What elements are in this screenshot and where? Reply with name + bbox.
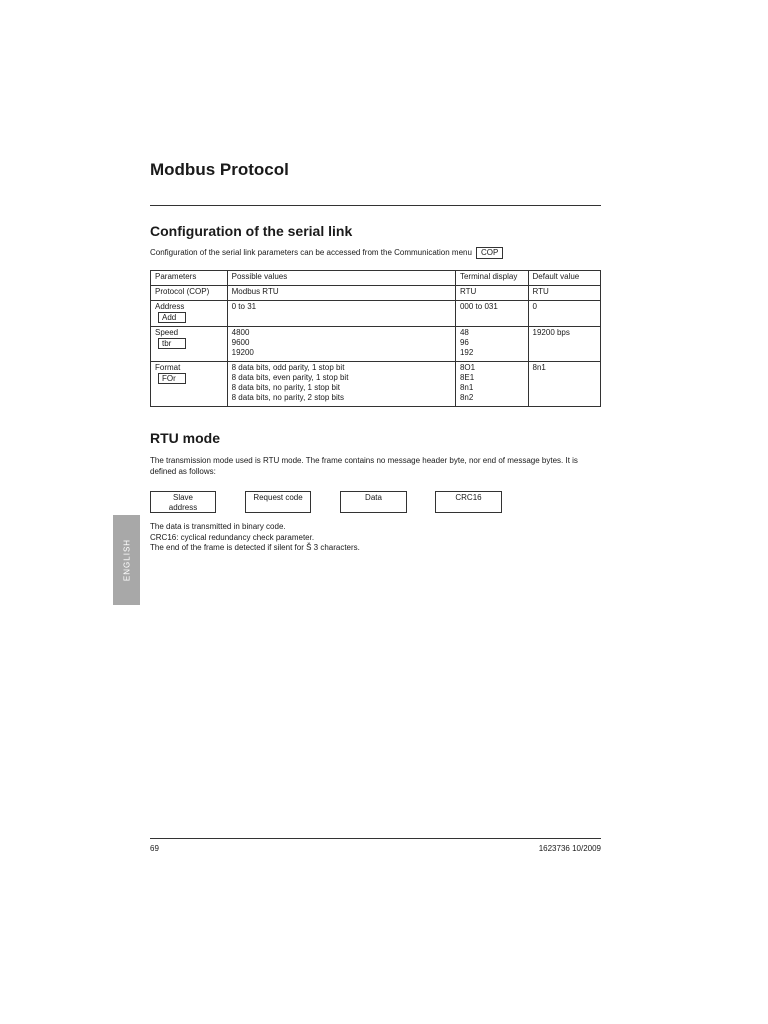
param-code-box: FOr (158, 373, 186, 384)
frame-crc16-box (435, 491, 502, 513)
row-speed-param (151, 327, 228, 362)
display-line: RTU (459, 287, 477, 296)
row-format-values (227, 362, 455, 407)
row-protocol-param (151, 286, 228, 301)
table-row (151, 301, 601, 327)
row-protocol-display (455, 286, 528, 301)
value-line: 8 data bits, no parity, 1 stop bit (231, 383, 340, 392)
header-terminal-display: Terminal display (455, 271, 528, 286)
display-line: 8n2 (459, 393, 474, 402)
page-number: 69 (150, 844, 159, 853)
note-line: CRC16: cyclical redundancy check parameter. (150, 532, 315, 542)
frame-label: Slave address (168, 493, 198, 512)
param-label: Address (155, 302, 185, 311)
value-line: 4800 (231, 328, 250, 337)
rtu-notes (150, 522, 360, 554)
value-line: Modbus RTU (231, 287, 279, 296)
display-line: 000 to 031 (459, 302, 498, 311)
frame-label: Data (365, 493, 382, 502)
header-possible-values: Possible values (227, 271, 455, 286)
top-divider (150, 205, 601, 206)
display-line: 192 (459, 348, 474, 357)
display-line: 96 (459, 338, 469, 347)
display-line: 8n1 (459, 383, 474, 392)
value-line: 8 data bits, odd parity, 1 stop bit (231, 363, 345, 372)
frame-label: CRC16 (455, 493, 482, 502)
value-line: 19200 (231, 348, 254, 357)
param-label: Protocol (COP) (155, 287, 210, 296)
document-reference: 1623736 10/2009 (538, 844, 601, 853)
table-row (151, 286, 601, 301)
table-header-row (151, 271, 601, 286)
value-line: 0 to 31 (231, 302, 257, 311)
display-line: 48 (459, 328, 469, 337)
frame-slave-address-box (150, 491, 216, 513)
row-protocol-default: RTU (528, 286, 600, 301)
param-code-box: Add (158, 312, 186, 323)
header-default-value: Default value (528, 271, 600, 286)
frame-label: Request code (253, 493, 303, 502)
bottom-divider (150, 838, 601, 839)
page-title: Modbus Protocol (150, 160, 289, 179)
language-side-tab (113, 515, 140, 605)
row-format-display (455, 362, 528, 407)
serial-link-heading: Configuration of the serial link (150, 223, 353, 239)
row-format-param (151, 362, 228, 407)
param-code-box: tbr (158, 338, 186, 349)
row-speed-display (455, 327, 528, 362)
value-line: 8 data bits, even parity, 1 stop bit (231, 373, 349, 382)
row-address-default: 0 (528, 301, 600, 327)
row-speed-values (227, 327, 455, 362)
rtu-mode-heading: RTU mode (150, 430, 220, 446)
value-line: 8 data bits, no parity, 2 stop bits (231, 393, 344, 402)
param-label: Format (155, 363, 181, 372)
row-address-param (151, 301, 228, 327)
row-address-display (455, 301, 528, 327)
serial-link-intro (150, 247, 503, 259)
table-row (151, 327, 601, 362)
note-line: The data is transmitted in binary code. (150, 522, 286, 531)
row-protocol-values (227, 286, 455, 301)
value-line: 9600 (231, 338, 250, 347)
frame-request-code-box (245, 491, 311, 513)
serial-link-intro-text: Configuration of the serial link parameters can be accessed from the Communication menu (150, 248, 472, 257)
param-label: Speed (155, 328, 179, 337)
row-address-values (227, 301, 455, 327)
display-line: 8O1 (459, 363, 476, 372)
row-speed-default: 19200 bps (528, 327, 600, 362)
row-format-default: 8n1 (528, 362, 600, 407)
table-row (151, 362, 601, 407)
note-line: The end of the frame is detected if silent for Š 3 characters. (150, 543, 360, 552)
menu-code-cop: COP (476, 247, 503, 259)
rtu-mode-description: The transmission mode used is RTU mode. The frame contains no message header byte, nor end of message bytes. It is defined as follows: (150, 456, 578, 476)
serial-config-table (150, 270, 601, 407)
frame-data-box (340, 491, 407, 513)
display-line: 8E1 (459, 373, 475, 382)
header-parameters: Parameters (151, 271, 228, 286)
language-label: ENGLISH (122, 538, 131, 582)
